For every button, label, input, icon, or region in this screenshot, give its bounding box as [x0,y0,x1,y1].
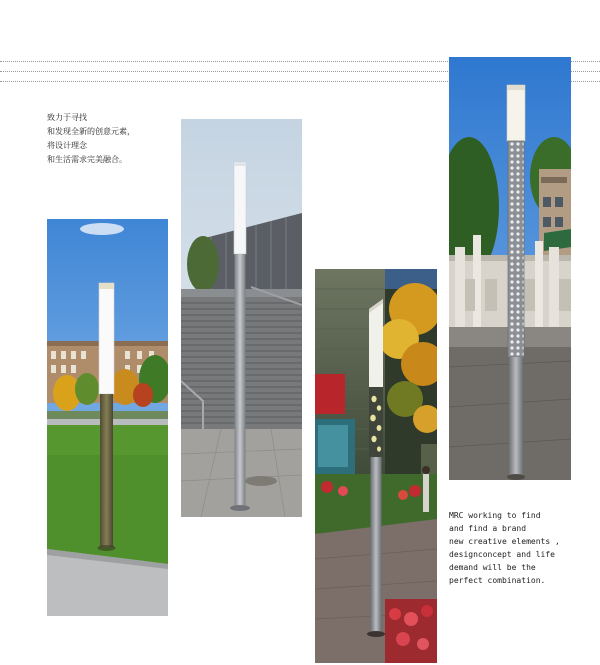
intro-cn-line-4: 和生活需求完美融合。 [47,155,127,164]
intro-cn-line-1: 致力于寻找 [47,113,87,122]
garden-lamp-photo-2 [181,119,302,517]
intro-en-line-1: MRC working to find [449,511,541,520]
intro-text-chinese [47,111,135,167]
intro-cn-line-3: 将设计理念 [47,141,87,150]
intro-en-line-3: new creative elements , [449,537,560,546]
garden-lamp-photo-3 [315,269,437,663]
intro-en-line-5: demand will be the [449,563,536,572]
garden-lamp-photo-1 [47,219,168,616]
garden-lamp-photo-4 [449,57,571,480]
intro-en-line-4: designconcept and life [449,550,555,559]
intro-en-line-2: and find a brand [449,524,527,533]
intro-text-english [449,509,560,587]
intro-cn-line-2: 和发现全新的创意元素， [47,127,135,136]
intro-en-line-6: perfect combination. [449,576,546,585]
